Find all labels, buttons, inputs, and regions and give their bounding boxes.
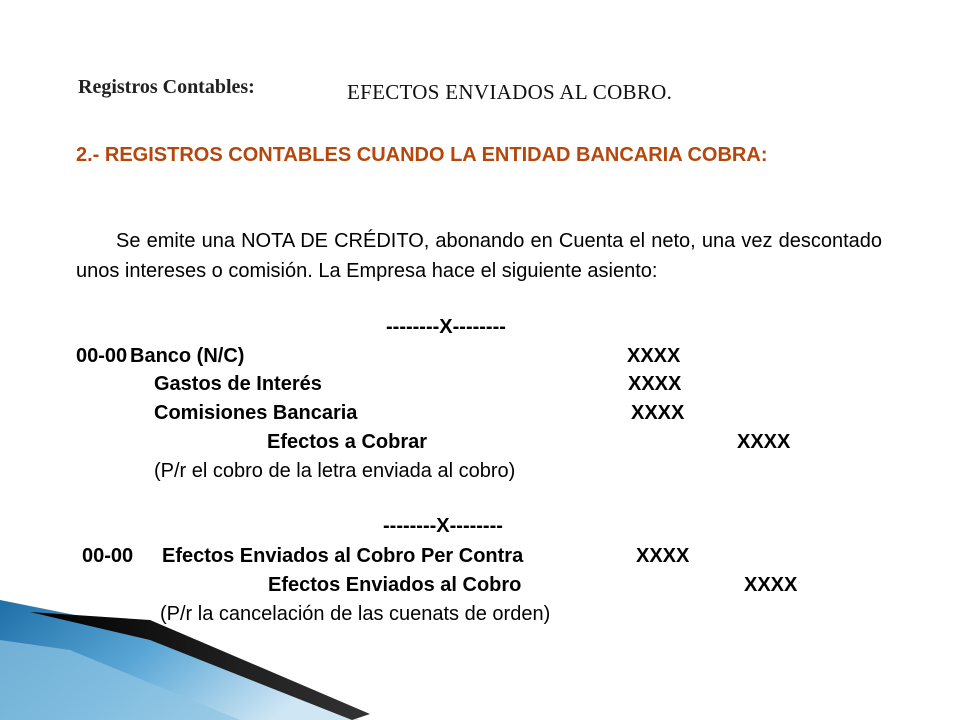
entry1-account-2: Gastos de Interés	[154, 373, 322, 395]
entry1-amount-4: XXXX	[737, 431, 791, 453]
entry2-amount-2: XXXX	[744, 574, 798, 596]
header-title: EFECTOS ENVIADOS AL COBRO.	[347, 80, 673, 104]
entry1-code: 00-00	[76, 345, 128, 367]
entry1-account-3: Comisiones Bancaria	[154, 402, 358, 424]
entry1-note: (P/r el cobro de la letra enviada al cobro)	[154, 460, 516, 482]
entry2-separator: --------X--------	[383, 515, 503, 537]
section-title: 2.- REGISTROS CONTABLES CUANDO LA ENTIDAD BANCARIA COBRA:	[76, 144, 768, 166]
entry1-separator: --------X--------	[386, 316, 506, 338]
header-label: Registros Contables:	[78, 76, 255, 98]
entry1-account-4: Efectos a Cobrar	[267, 431, 428, 453]
entry2-account-2: Efectos Enviados al Cobro	[268, 574, 522, 596]
entry1-amount-1: XXXX	[627, 345, 681, 367]
entry2-amount-1: XXXX	[636, 545, 690, 567]
entry2-code: 00-00	[82, 545, 134, 567]
entry1-amount-3: XXXX	[631, 402, 685, 424]
entry2-account-1: Efectos Enviados al Cobro Per Contra	[162, 545, 524, 567]
entry1-account-1: Banco (N/C)	[130, 345, 245, 367]
entry2-note: (P/r la cancelación de las cuenats de orden)	[160, 603, 551, 625]
intro-paragraph: Se emite una NOTA DE CRÉDITO, abonando en Cuenta el neto, una vez descontado unos intereses o comisión. La Empresa hace el siguiente asiento:	[76, 230, 882, 282]
entry1-amount-2: XXXX	[628, 373, 682, 395]
